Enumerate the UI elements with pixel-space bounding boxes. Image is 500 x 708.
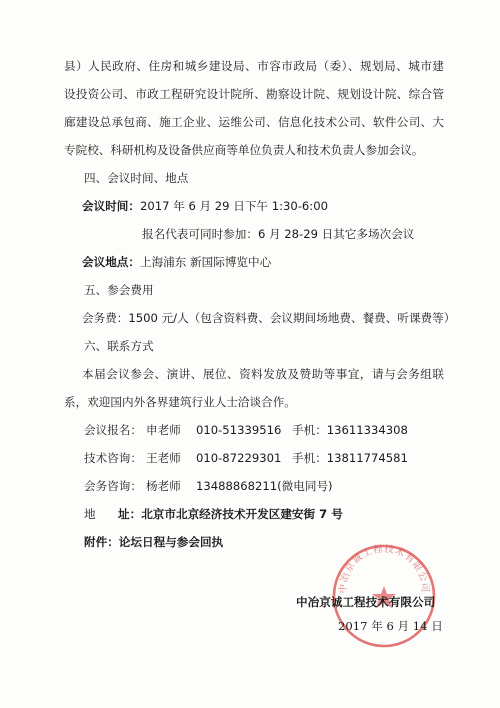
- contact-name: 申老师: [146, 423, 181, 437]
- contact-row: [84, 450, 464, 466]
- section-heading: 四、会议时间、地点: [84, 171, 189, 185]
- attachment-text: 附件：论坛日程与参会回执: [84, 535, 224, 549]
- paragraph-line: 专院校、科研机构及设备供应商等单位负责人和技术负责人参加会议。: [64, 143, 424, 157]
- meeting-time-label: 会议时间：: [82, 199, 140, 213]
- address-label-part: 地: [84, 507, 96, 521]
- section-heading: 五、参会费用: [84, 283, 154, 297]
- signature-date: 2017 年 6 月 14 日: [338, 619, 443, 633]
- meeting-place: [82, 254, 462, 270]
- contact-label: 会议报名：: [84, 423, 142, 437]
- meeting-place-label: 会议地点：: [82, 255, 140, 269]
- contact-row: [84, 478, 464, 494]
- meeting-time-note: 报名代表可同时参加：6 月 28-29 日其它多场次会议: [142, 227, 415, 241]
- contact-phone: 010-87229301: [196, 451, 282, 465]
- paragraph-line: 县）人民政府、住房和城乡建设局、市容市政局（委）、规划局、城市建: [64, 59, 444, 73]
- contact-label: 技术咨询：: [84, 451, 142, 465]
- contact-name: 王老师: [146, 451, 181, 465]
- contact-phone: 010-51339516: [196, 423, 282, 437]
- contact-mobile: 13811774581: [326, 451, 408, 465]
- section-heading: 六、联系方式: [84, 339, 154, 353]
- contact-mobile: 13611334308: [326, 423, 408, 437]
- svg-text:中冶京诚工程技术有限公司: 中冶京诚工程技术有限公司: [337, 543, 431, 594]
- paragraph-line: 设投资公司、市政工程研究设计院所、勘察设计院、规划设计院、综合管: [64, 87, 444, 101]
- paragraph-line: 廊建设总承包商、施工企业、运维公司、信息化技术公司、软件公司、大: [64, 115, 444, 129]
- contact-name: 杨老师: [146, 479, 181, 493]
- contact-mobile-label: 手机：: [292, 451, 327, 465]
- address-row: [84, 506, 464, 522]
- contact-label: 会务咨询：: [84, 479, 142, 493]
- paragraph-line: 系，欢迎国内外各界建筑行业人士洽谈合作。: [64, 395, 296, 409]
- meeting-place-value: 上海浦东 新国际博览中心: [139, 255, 272, 269]
- fee-text: 会务费：1500 元/人（包含资料费、会议期间场地费、餐费、听课费等）: [82, 311, 456, 325]
- meeting-time-value: 2017 年 6 月 29 日下午 1:30-6:00: [139, 199, 328, 213]
- address-value: 北京市北京经济技术开发区建安街 7 号: [141, 507, 343, 521]
- contact-row: [84, 422, 464, 438]
- paragraph-line: 本届会议参会、演讲、展位、资料发放及赞助等事宜，请与会务组联: [82, 367, 444, 381]
- contact-mobile-label: 手机：: [292, 423, 327, 437]
- signature-company: 中冶京诚工程技术有限公司: [296, 595, 436, 609]
- contact-phone: 13488868211(微电同号): [196, 479, 333, 493]
- meeting-time: [82, 198, 462, 214]
- address-label-part: 址：: [118, 507, 142, 521]
